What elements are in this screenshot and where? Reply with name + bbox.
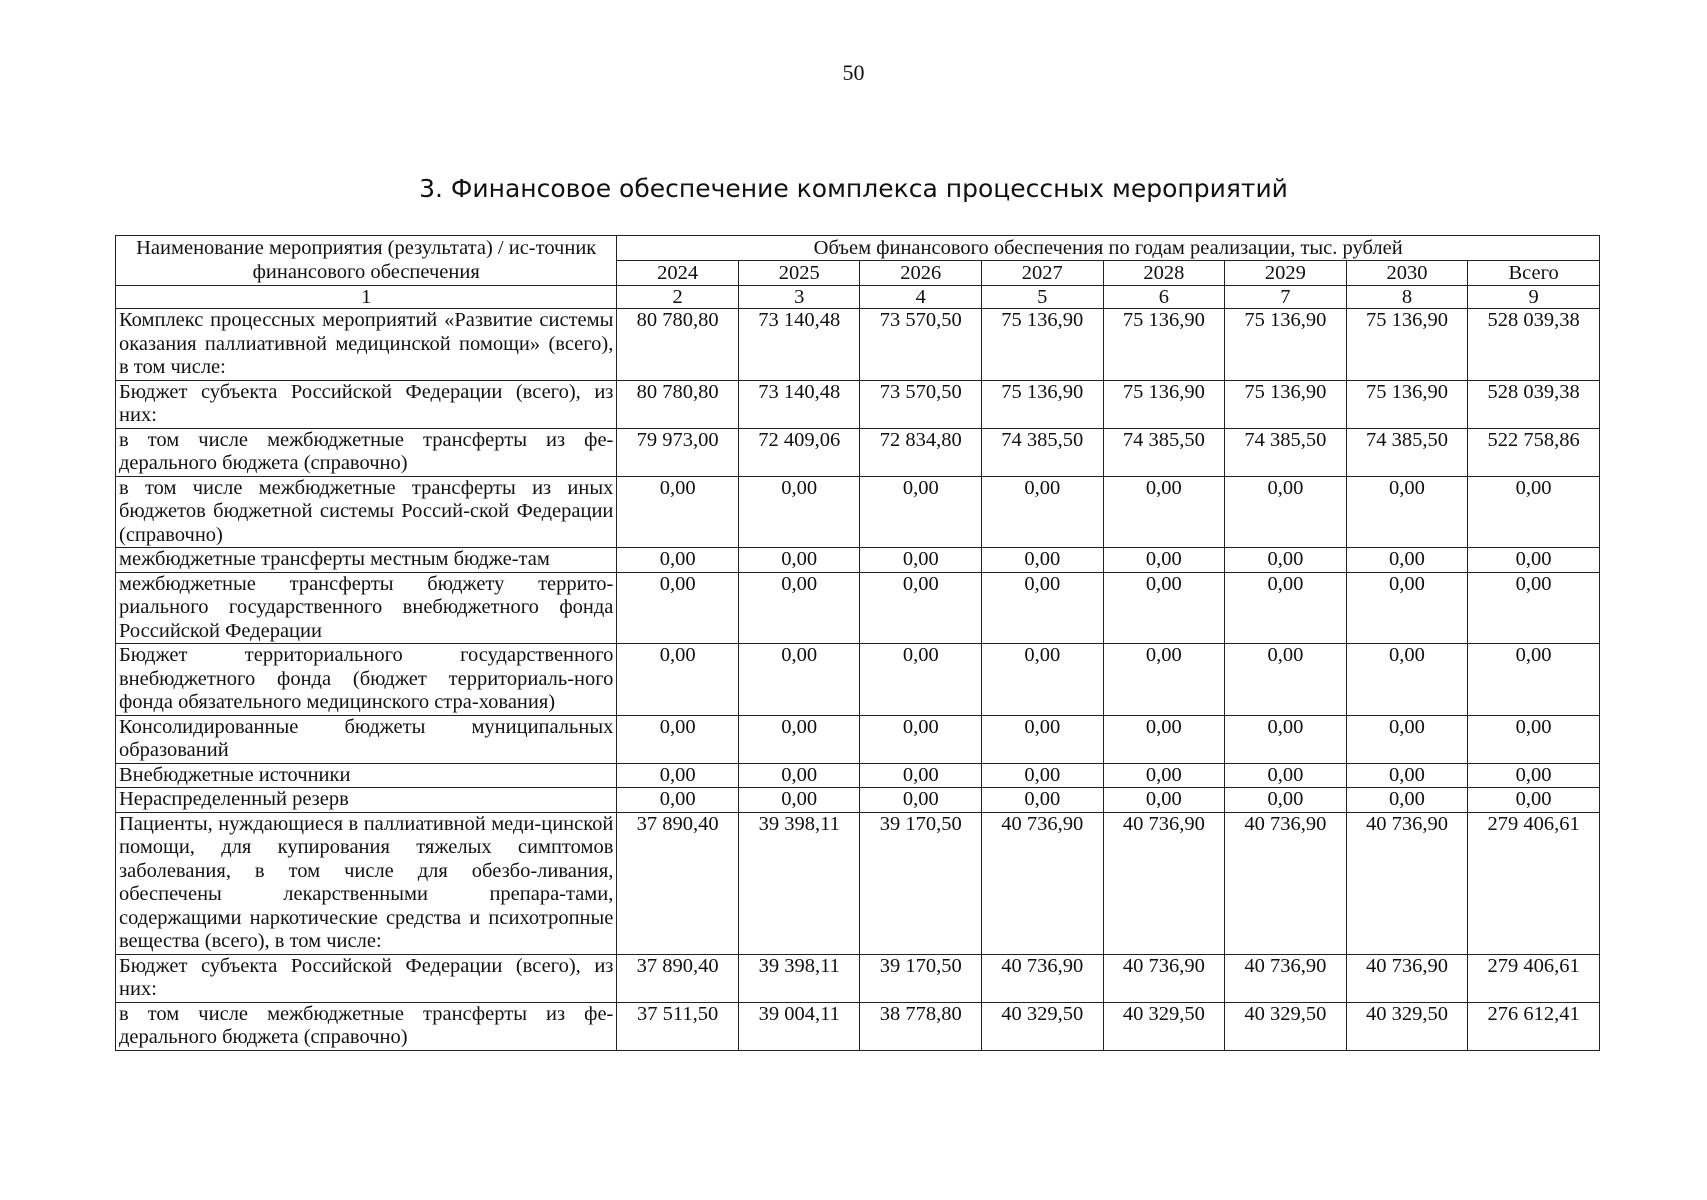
- row-name-cell: Нераспределенный резерв: [116, 788, 617, 813]
- row-total-cell: 279 406,61: [1468, 954, 1600, 1002]
- row-value-cell: 0,00: [860, 644, 982, 716]
- row-total-cell: 522 758,86: [1468, 428, 1600, 476]
- header-group-cell: Объем финансового обеспечения по годам реализации, тыс. рублей: [617, 236, 1600, 261]
- row-name-cell: межбюджетные трансферты бюджету террито-риального государственного внебюджетного фонда Российской Федерации: [116, 572, 617, 644]
- table-row: [116, 1002, 1600, 1050]
- row-value-cell: 40 736,90: [1225, 812, 1347, 954]
- row-total-cell: 0,00: [1468, 763, 1600, 788]
- row-value-cell: 0,00: [617, 476, 739, 548]
- row-value-cell: 74 385,50: [1103, 428, 1225, 476]
- table-row: [116, 572, 1600, 644]
- row-total-cell: 276 612,41: [1468, 1002, 1600, 1050]
- row-value-cell: 0,00: [738, 788, 860, 813]
- column-number: 8: [1346, 286, 1468, 309]
- row-value-cell: 39 398,11: [738, 812, 860, 954]
- row-value-cell: 0,00: [738, 572, 860, 644]
- row-name-cell: Консолидированные бюджеты муниципальных образований: [116, 715, 617, 763]
- row-value-cell: 75 136,90: [1225, 380, 1347, 428]
- row-value-cell: 80 780,80: [617, 380, 739, 428]
- row-value-cell: 0,00: [982, 715, 1104, 763]
- header-year: 2025: [738, 261, 860, 286]
- row-value-cell: 73 570,50: [860, 309, 982, 381]
- row-value-cell: 0,00: [1225, 644, 1347, 716]
- row-name-cell: межбюджетные трансферты местным бюдже-там: [116, 548, 617, 573]
- header-year: 2028: [1103, 261, 1225, 286]
- row-value-cell: 0,00: [860, 788, 982, 813]
- row-name-cell: Бюджет субъекта Российской Федерации (всего), из них:: [116, 954, 617, 1002]
- row-value-cell: 0,00: [1225, 476, 1347, 548]
- row-value-cell: 0,00: [1103, 476, 1225, 548]
- header-year: 2026: [860, 261, 982, 286]
- row-value-cell: 75 136,90: [1103, 309, 1225, 381]
- table-row: [116, 812, 1600, 954]
- row-value-cell: 0,00: [1103, 763, 1225, 788]
- row-value-cell: 72 409,06: [738, 428, 860, 476]
- row-value-cell: 40 329,50: [1103, 1002, 1225, 1050]
- row-value-cell: 79 973,00: [617, 428, 739, 476]
- row-value-cell: 75 136,90: [982, 380, 1104, 428]
- header-year: 2027: [982, 261, 1104, 286]
- row-value-cell: 0,00: [1103, 572, 1225, 644]
- row-value-cell: 0,00: [617, 715, 739, 763]
- row-value-cell: 0,00: [1103, 644, 1225, 716]
- row-value-cell: 0,00: [1346, 644, 1468, 716]
- row-total-cell: 0,00: [1468, 548, 1600, 573]
- table-row: [116, 380, 1600, 428]
- row-value-cell: 40 736,90: [1103, 812, 1225, 954]
- row-value-cell: 0,00: [860, 548, 982, 573]
- row-value-cell: 0,00: [1225, 572, 1347, 644]
- row-value-cell: 0,00: [738, 644, 860, 716]
- row-value-cell: 40 736,90: [1103, 954, 1225, 1002]
- row-value-cell: 75 136,90: [1346, 380, 1468, 428]
- row-value-cell: 0,00: [1346, 548, 1468, 573]
- row-value-cell: 0,00: [860, 763, 982, 788]
- row-value-cell: 40 736,90: [1346, 954, 1468, 1002]
- row-name-cell: Пациенты, нуждающиеся в паллиативной меди-цинской помощи, для купирования тяжелых симптомов заболевания, в том числе для обезбо-ливания, обеспечены лекарственными препара-тами, содержащими наркотические средства и психотропные вещества (всего), в том числе:: [116, 812, 617, 954]
- row-value-cell: 38 778,80: [860, 1002, 982, 1050]
- row-value-cell: 0,00: [738, 763, 860, 788]
- header-year: 2024: [617, 261, 739, 286]
- row-total-cell: 279 406,61: [1468, 812, 1600, 954]
- table-body: [116, 309, 1600, 1051]
- row-value-cell: 0,00: [982, 763, 1104, 788]
- row-value-cell: 37 511,50: [617, 1002, 739, 1050]
- row-value-cell: 37 890,40: [617, 954, 739, 1002]
- row-value-cell: 39 398,11: [738, 954, 860, 1002]
- row-value-cell: 0,00: [1103, 548, 1225, 573]
- row-value-cell: 0,00: [1103, 788, 1225, 813]
- row-value-cell: 40 736,90: [982, 812, 1104, 954]
- row-value-cell: 72 834,80: [860, 428, 982, 476]
- row-name-cell: в том числе межбюджетные трансферты из иных бюджетов бюджетной системы Россий-ской Федерации (справочно): [116, 476, 617, 548]
- column-number: 4: [860, 286, 982, 309]
- column-number: 6: [1103, 286, 1225, 309]
- row-total-cell: 528 039,38: [1468, 380, 1600, 428]
- table-row: [116, 309, 1600, 381]
- row-value-cell: 0,00: [1346, 788, 1468, 813]
- table-row: [116, 644, 1600, 716]
- row-value-cell: 0,00: [738, 476, 860, 548]
- row-value-cell: 75 136,90: [1225, 309, 1347, 381]
- row-value-cell: 0,00: [982, 548, 1104, 573]
- row-value-cell: 40 736,90: [982, 954, 1104, 1002]
- row-value-cell: 0,00: [617, 788, 739, 813]
- row-name-cell: в том числе межбюджетные трансферты из фе-дерального бюджета (справочно): [116, 428, 617, 476]
- column-number: 3: [738, 286, 860, 309]
- row-value-cell: 40 329,50: [1225, 1002, 1347, 1050]
- row-value-cell: 0,00: [1346, 476, 1468, 548]
- row-value-cell: 0,00: [860, 715, 982, 763]
- row-total-cell: 0,00: [1468, 572, 1600, 644]
- row-value-cell: 0,00: [1225, 715, 1347, 763]
- table-row: [116, 763, 1600, 788]
- header-year: 2029: [1225, 261, 1347, 286]
- header-total: Всего: [1468, 261, 1600, 286]
- row-value-cell: 0,00: [738, 548, 860, 573]
- row-name-cell: Бюджет территориального государственного внебюджетного фонда (бюджет территориаль-ного фонда обязательного медицинского стра-хования): [116, 644, 617, 716]
- row-value-cell: 0,00: [982, 572, 1104, 644]
- header-name-cell: Наименование мероприятия (результата) / ис-точник финансового обеспечения: [116, 236, 617, 286]
- row-value-cell: 40 329,50: [982, 1002, 1104, 1050]
- row-total-cell: 0,00: [1468, 715, 1600, 763]
- row-value-cell: 40 736,90: [1346, 812, 1468, 954]
- row-value-cell: 0,00: [860, 476, 982, 548]
- row-value-cell: 0,00: [982, 644, 1104, 716]
- row-value-cell: 0,00: [617, 548, 739, 573]
- row-value-cell: 39 170,50: [860, 954, 982, 1002]
- column-number: 2: [617, 286, 739, 309]
- row-value-cell: 0,00: [982, 476, 1104, 548]
- row-value-cell: 75 136,90: [982, 309, 1104, 381]
- row-value-cell: 73 570,50: [860, 380, 982, 428]
- row-value-cell: 80 780,80: [617, 309, 739, 381]
- header-year: 2030: [1346, 261, 1468, 286]
- row-value-cell: 74 385,50: [1225, 428, 1347, 476]
- row-value-cell: 0,00: [1103, 715, 1225, 763]
- row-total-cell: 0,00: [1468, 476, 1600, 548]
- row-value-cell: 0,00: [860, 572, 982, 644]
- financing-table: [115, 235, 1600, 1051]
- header-row-1: [116, 236, 1600, 261]
- section-title: 3. Финансовое обеспечение комплекса процессных мероприятий: [419, 174, 1288, 203]
- row-value-cell: 40 329,50: [1346, 1002, 1468, 1050]
- column-number: 5: [982, 286, 1104, 309]
- row-total-cell: 0,00: [1468, 644, 1600, 716]
- row-total-cell: 528 039,38: [1468, 309, 1600, 381]
- row-value-cell: 0,00: [617, 572, 739, 644]
- row-value-cell: 40 736,90: [1225, 954, 1347, 1002]
- row-value-cell: 0,00: [1225, 788, 1347, 813]
- row-value-cell: 75 136,90: [1103, 380, 1225, 428]
- table-row: [116, 548, 1600, 573]
- table-row: [116, 428, 1600, 476]
- row-value-cell: 74 385,50: [982, 428, 1104, 476]
- column-number: 7: [1225, 286, 1347, 309]
- row-value-cell: 0,00: [1225, 763, 1347, 788]
- row-name-cell: Внебюджетные источники: [116, 763, 617, 788]
- table-row: [116, 954, 1600, 1002]
- row-name-cell: Бюджет субъекта Российской Федерации (всего), из них:: [116, 380, 617, 428]
- row-value-cell: 0,00: [982, 788, 1104, 813]
- table-row: [116, 476, 1600, 548]
- row-value-cell: 73 140,48: [738, 380, 860, 428]
- column-number: 1: [116, 286, 617, 309]
- row-value-cell: 37 890,40: [617, 812, 739, 954]
- page-number: 50: [842, 60, 865, 85]
- row-value-cell: 74 385,50: [1346, 428, 1468, 476]
- row-value-cell: 0,00: [1346, 715, 1468, 763]
- row-value-cell: 39 170,50: [860, 812, 982, 954]
- row-value-cell: 0,00: [1346, 763, 1468, 788]
- row-name-cell: в том числе межбюджетные трансферты из фе-дерального бюджета (справочно): [116, 1002, 617, 1050]
- row-value-cell: 0,00: [1225, 548, 1347, 573]
- column-number: 9: [1468, 286, 1600, 309]
- row-value-cell: 0,00: [738, 715, 860, 763]
- row-value-cell: 0,00: [617, 763, 739, 788]
- table-row: [116, 788, 1600, 813]
- row-value-cell: 73 140,48: [738, 309, 860, 381]
- row-value-cell: 39 004,11: [738, 1002, 860, 1050]
- row-value-cell: 0,00: [1346, 572, 1468, 644]
- row-name-cell: Комплекс процессных мероприятий «Развитие системы оказания паллиативной медицинской помощи» (всего), в том числе:: [116, 309, 617, 381]
- row-value-cell: 75 136,90: [1346, 309, 1468, 381]
- column-number-row: [116, 286, 1600, 309]
- row-value-cell: 0,00: [617, 644, 739, 716]
- table-row: [116, 715, 1600, 763]
- row-total-cell: 0,00: [1468, 788, 1600, 813]
